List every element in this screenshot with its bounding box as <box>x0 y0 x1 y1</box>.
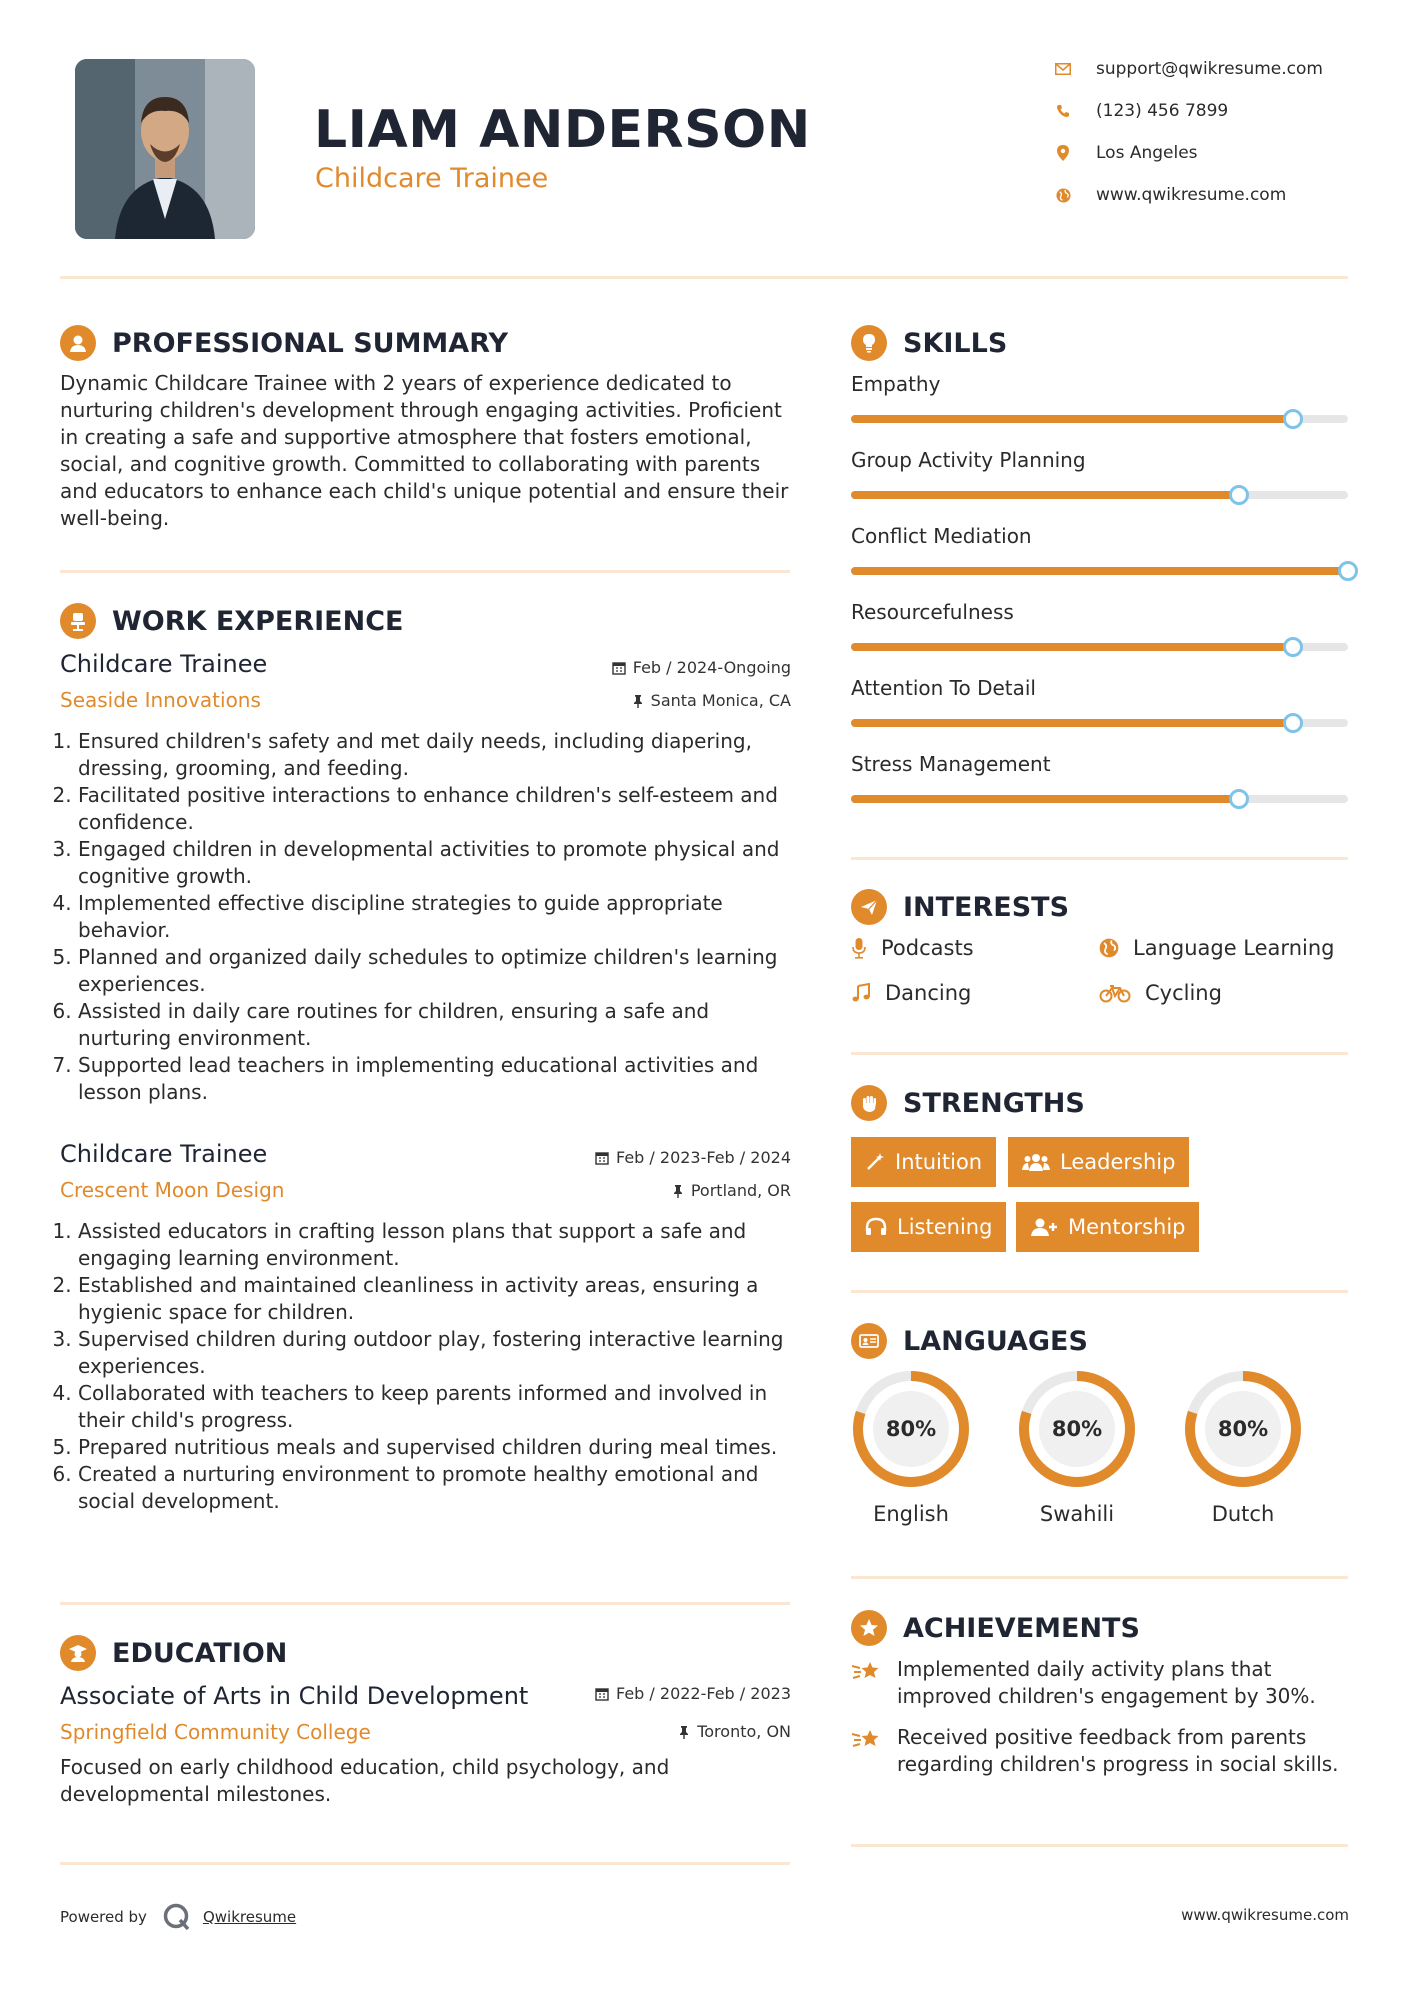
contact-location-text: Los Angeles <box>1096 143 1198 163</box>
strengths-heading-text: STRENGTHS <box>903 1087 1085 1119</box>
list-item: 6. Created a nurturing environment to promote healthy emotional and social development. <box>78 1461 798 1515</box>
id-card-icon <box>851 1323 887 1359</box>
strength-tag-intuition <box>851 1137 996 1187</box>
bicycle-icon <box>1099 983 1131 1003</box>
powered-by-label: Powered by <box>60 1908 147 1926</box>
skill-bar <box>851 567 1348 575</box>
pushpin-icon <box>672 1184 684 1198</box>
job-1-date-text: Feb / 2024-Ongoing <box>632 658 791 677</box>
skill-bar-fill <box>851 643 1293 651</box>
job-2-title: Childcare Trainee <box>60 1140 268 1168</box>
globe-icon <box>1054 186 1072 204</box>
language-item <box>1016 1368 1138 1526</box>
map-pin-icon <box>1054 144 1072 162</box>
fist-icon <box>851 1085 887 1121</box>
qwikresume-logo-icon <box>161 1902 193 1932</box>
contact-location <box>1054 143 1198 163</box>
strength-label: Mentorship <box>1068 1215 1186 1239</box>
interests-heading <box>851 889 1069 925</box>
interests-divider <box>851 1052 1348 1055</box>
list-item: 5. Planned and organized daily schedules to optimize children's learning experiences. <box>78 944 795 998</box>
shooting-star-icon <box>851 1658 883 1684</box>
skill-bar-fill <box>851 795 1239 803</box>
candidate-role: Childcare Trainee <box>315 163 549 194</box>
language-name: English <box>873 1502 949 1526</box>
language-name: Swahili <box>1039 1502 1115 1526</box>
skill-bar-fill <box>851 567 1348 575</box>
interest-label: Dancing <box>885 981 972 1005</box>
qwikresume-link[interactable]: Qwikresume <box>202 1908 297 1926</box>
education-divider <box>60 1862 790 1865</box>
interests-heading-text: INTERESTS <box>903 891 1070 923</box>
education-date <box>540 1684 791 1703</box>
job-1-location-text: Santa Monica, CA <box>650 691 791 710</box>
headphones-icon <box>865 1217 887 1237</box>
education-heading <box>60 1635 287 1671</box>
skill-bar <box>851 795 1348 803</box>
education-location-text: Toronto, ON <box>697 1722 791 1741</box>
strengths-heading <box>851 1085 1085 1121</box>
skill-bar <box>851 491 1348 499</box>
language-percent: 80% <box>1051 1417 1103 1441</box>
education-degree: Associate of Arts in Child Development <box>60 1682 529 1710</box>
profile-photo <box>75 59 255 239</box>
job-1-company: Seaside Innovations <box>60 688 261 712</box>
strengths-divider <box>851 1290 1348 1293</box>
interest-label: Podcasts <box>881 936 974 960</box>
chair-icon <box>60 603 96 639</box>
skill-label: Resourcefulness <box>851 600 1014 624</box>
skill-bar-fill <box>851 415 1293 423</box>
strength-tag-leadership <box>1008 1137 1189 1187</box>
languages-divider <box>851 1576 1348 1579</box>
language-item <box>1182 1368 1304 1526</box>
achievement-text: Implemented daily activity plans that improved children's engagement by 30%. <box>897 1657 1316 1708</box>
strength-tag-listening <box>851 1202 1006 1252</box>
music-note-icon <box>851 983 871 1003</box>
interest-dancing <box>851 981 971 1005</box>
skill-label: Stress Management <box>851 752 1051 776</box>
language-percent: 80% <box>1217 1417 1269 1441</box>
summary-heading <box>60 325 508 361</box>
list-item: 6. Assisted in daily care routines for children, ensuring a safe and nurturing environment. <box>78 998 795 1052</box>
list-item: 1. Assisted educators in crafting lesson plans that support a safe and engaging learning environment. <box>78 1218 798 1272</box>
strength-label: Leadership <box>1060 1150 1176 1174</box>
skill-bar-fill <box>851 719 1293 727</box>
language-ring <box>1182 1368 1304 1490</box>
list-item: 5. Prepared nutritious meals and supervised children during meal times. <box>78 1434 798 1461</box>
language-item <box>850 1368 972 1526</box>
achievement-item <box>851 1724 1348 1778</box>
summary-divider <box>60 570 790 573</box>
list-item: 7. Supported lead teachers in implementing educational activities and lesson plans. <box>78 1052 795 1106</box>
list-item: 1. Ensured children's safety and met daily needs, including diapering, dressing, grooming, and feeding. <box>78 728 795 782</box>
contact-website[interactable] <box>1054 185 1286 205</box>
list-item: 4. Collaborated with teachers to keep parents informed and involved in their child's progress. <box>78 1380 798 1434</box>
pushpin-icon <box>678 1725 690 1739</box>
experience-heading-text: WORK EXPERIENCE <box>112 605 404 637</box>
microphone-icon <box>851 937 867 959</box>
job-2-location <box>560 1181 791 1200</box>
job-1-location <box>560 691 791 710</box>
list-item: 2. Facilitated positive interactions to enhance children's self-esteem and confidence. <box>78 782 795 836</box>
education-location <box>560 1722 791 1741</box>
contact-email[interactable] <box>1054 59 1323 79</box>
skill-level-knob <box>1283 637 1303 657</box>
skill-level-knob <box>1229 789 1249 809</box>
language-ring <box>1016 1368 1138 1490</box>
job-2-location-text: Portland, OR <box>690 1181 791 1200</box>
languages-heading-text: LANGUAGES <box>903 1325 1088 1357</box>
star-badge-icon <box>851 1610 887 1646</box>
job-2-bullets <box>60 1218 798 1515</box>
paper-plane-icon <box>851 889 887 925</box>
skill-level-knob <box>1229 485 1249 505</box>
skills-heading <box>851 325 1007 361</box>
skill-bar <box>851 415 1348 423</box>
contact-phone-text: (123) 456 7899 <box>1096 101 1229 121</box>
contact-phone <box>1054 101 1228 121</box>
experience-divider <box>60 1602 790 1605</box>
experience-heading <box>60 603 403 639</box>
achievement-item <box>851 1656 1348 1710</box>
education-date-text: Feb / 2022-Feb / 2023 <box>616 1684 791 1703</box>
list-item: 3. Engaged children in developmental activities to promote physical and cognitive growth. <box>78 836 795 890</box>
calendar-icon <box>612 661 626 675</box>
job-1-bullets <box>60 728 795 1106</box>
interest-label: Cycling <box>1145 981 1222 1005</box>
lightbulb-icon <box>851 325 887 361</box>
skill-level-knob <box>1283 713 1303 733</box>
skill-level-knob <box>1283 409 1303 429</box>
job-1-date <box>560 658 791 677</box>
envelope-icon <box>1054 60 1072 78</box>
education-heading-text: EDUCATION <box>112 1637 288 1669</box>
language-percent: 80% <box>885 1417 937 1441</box>
achievements-divider <box>851 1844 1348 1847</box>
skill-bar <box>851 719 1348 727</box>
list-item: 3. Supervised children during outdoor play, fostering interactive learning experiences. <box>78 1326 798 1380</box>
user-icon <box>60 325 96 361</box>
contact-email-text: support@qwikresume.com <box>1096 59 1323 79</box>
job-2-date-text: Feb / 2023-Feb / 2024 <box>616 1148 791 1167</box>
strength-label: Listening <box>897 1215 993 1239</box>
globe-icon <box>1099 938 1119 958</box>
summary-heading-text: PROFESSIONAL SUMMARY <box>112 327 509 359</box>
calendar-icon <box>595 1151 609 1165</box>
skills-divider <box>851 857 1348 860</box>
language-ring <box>850 1368 972 1490</box>
achievements-heading <box>851 1610 1140 1646</box>
magic-wand-icon <box>865 1152 885 1172</box>
education-text: Focused on early childhood education, child psychology, and developmental milestones. <box>60 1755 670 1806</box>
achievements-heading-text: ACHIEVEMENTS <box>903 1612 1140 1644</box>
skill-label: Attention To Detail <box>851 676 1036 700</box>
pushpin-icon <box>632 694 644 708</box>
skill-label: Empathy <box>851 372 941 396</box>
summary-text: Dynamic Childcare Trainee with 2 years of experience dedicated to nurturing children's development through engaging activities. Proficient in creating a safe and supportive atmosphere that fosters emotional, social, and cognitive growth. Committed to collaborating with parents and educators to enhance each child's unique potential and ensure their well-being. <box>60 371 789 530</box>
interest-cycling <box>1099 981 1222 1005</box>
language-name: Dutch <box>1211 1502 1275 1526</box>
phone-icon <box>1054 102 1072 120</box>
job-2-company: Crescent Moon Design <box>60 1178 285 1202</box>
list-item: 4. Implemented effective discipline strategies to guide appropriate behavior. <box>78 890 795 944</box>
interest-language-learning <box>1099 936 1334 960</box>
skill-label: Conflict Mediation <box>851 524 1032 548</box>
education-school: Springfield Community College <box>60 1720 371 1744</box>
skills-heading-text: SKILLS <box>903 327 1008 359</box>
list-item: 2. Established and maintained cleanliness in activity areas, ensuring a hygienic space for children. <box>78 1272 798 1326</box>
job-2-date <box>540 1148 791 1167</box>
skill-bar <box>851 643 1348 651</box>
calendar-icon <box>595 1687 609 1701</box>
strength-tag-mentorship <box>1016 1202 1199 1252</box>
candidate-name: LIAM ANDERSON <box>314 100 811 160</box>
footer-powered-by <box>60 1902 296 1932</box>
job-1-title: Childcare Trainee <box>60 650 268 678</box>
group-icon <box>1022 1152 1050 1172</box>
header-divider <box>60 276 1348 279</box>
skill-label: Group Activity Planning <box>851 448 1086 472</box>
shooting-star-icon <box>851 1726 883 1752</box>
skill-bar-fill <box>851 491 1239 499</box>
interest-podcasts <box>851 936 974 960</box>
user-plus-icon <box>1030 1217 1058 1237</box>
languages-heading <box>851 1323 1088 1359</box>
interest-label: Language Learning <box>1133 936 1335 960</box>
achievement-text: Received positive feedback from parents regarding children's progress in social skills. <box>897 1725 1339 1776</box>
skill-level-knob <box>1338 561 1358 581</box>
footer-website[interactable]: www.qwikresume.com <box>1181 1906 1349 1924</box>
strength-label: Intuition <box>895 1150 983 1174</box>
graduate-icon <box>60 1635 96 1671</box>
contact-website-text: www.qwikresume.com <box>1096 185 1287 205</box>
